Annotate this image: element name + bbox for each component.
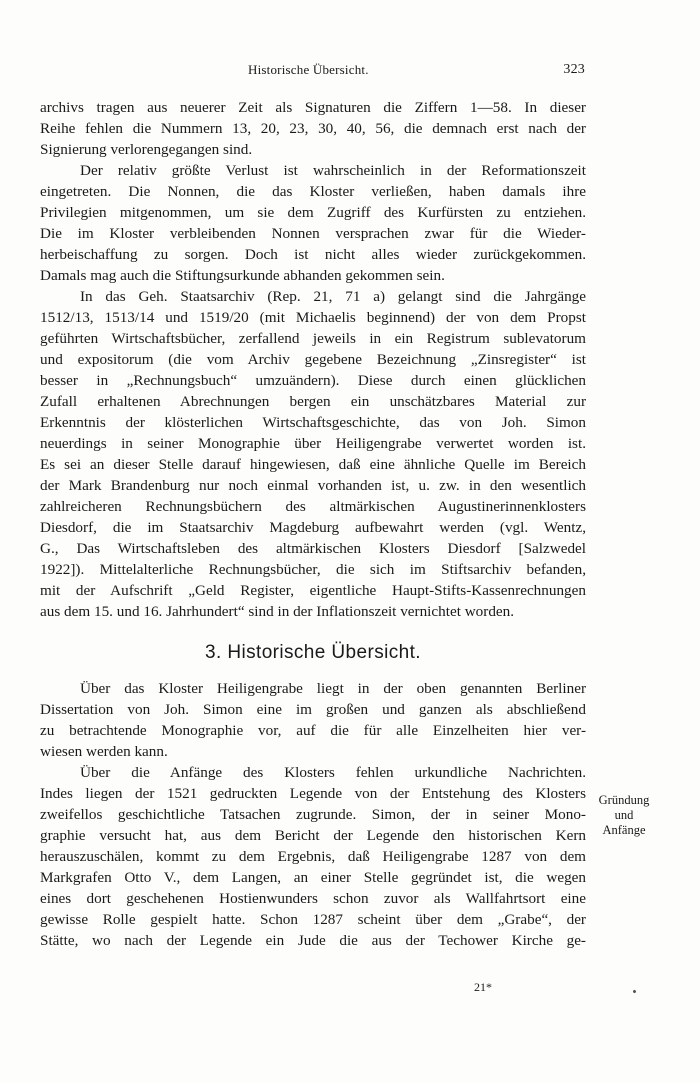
text-line: Dissertation von Joh. Simon eine im großen und ganzen als abschließend bbox=[40, 701, 586, 718]
text-line: mit der Aufschrift „Geld Register, eigentliche Haupt-Stifts-Kassenrechnungen bbox=[40, 582, 586, 599]
text-line: graphie versucht hat, aus dem Bericht der Legende den historischen Kern bbox=[40, 827, 586, 844]
text-line: zahlreicheren Rechnungsbüchern des altmärkischen Augustinerinnenklosters bbox=[40, 498, 586, 515]
print-speck bbox=[632, 989, 636, 993]
running-title: Historische Übersicht. bbox=[248, 62, 369, 77]
text-line: Über das Kloster Heiligengrabe liegt in der oben genannten Berliner bbox=[80, 680, 586, 697]
text-line: Erkenntnis der klösterlichen Wirtschaftsgeschichte, das von Joh. Simon bbox=[40, 414, 586, 431]
text-line: zweifellos geschichtliche Tatsachen zugrunde. Simon, der in seiner Mono- bbox=[40, 806, 586, 823]
marginal-note-line: und bbox=[614, 808, 634, 822]
text-line: zu betrachtende Monographie vor, auf die für alle Einzelheiten hier ver- bbox=[40, 722, 586, 739]
text-before-heading bbox=[40, 97, 586, 622]
text-after-heading bbox=[40, 678, 586, 951]
text-line: gewisse Rolle gespielt hatte. Schon 1287 scheint über dem „Grabe“, der bbox=[40, 911, 586, 928]
text-line: Zufall erhaltenen Abrechnungen bergen ein unschätzbares Material zur bbox=[40, 393, 586, 410]
text-line: Der relativ größte Verlust ist wahrscheinlich in der Reformationszeit bbox=[80, 162, 586, 179]
text-line: herauszuschälen, kommt zu dem Ergebnis, daß Heiligengrabe 1287 von dem bbox=[40, 848, 586, 865]
text-line: und expositorum (die vom Archiv gegebene Bezeichnung „Zinsregister“ ist bbox=[40, 351, 586, 368]
text-line: archivs tragen aus neuerer Zeit als Signaturen die Ziffern 1—58. In dieser bbox=[40, 99, 586, 116]
text-line: aus dem 15. und 16. Jahrhundert“ sind in der Inflationszeit vernichtet worden. bbox=[40, 603, 515, 620]
text-line: Markgrafen Otto V., dem Langen, an einer Stelle gegründet ist, die wegen bbox=[40, 869, 586, 886]
section-heading: 3. Historische Übersicht. bbox=[205, 642, 421, 663]
text-line: Diesdorf, die im Staatsarchiv Magdeburg aufbewahrt werden (vgl. Wentz, bbox=[40, 519, 586, 536]
text-line: neuerdings in seiner Monographie über Heiligengrabe verwertet worden ist. bbox=[40, 435, 586, 452]
text-line: In das Geh. Staatsarchiv (Rep. 21, 71 a) gelangt sind die Jahrgänge bbox=[80, 288, 586, 305]
signature-mark: 21* bbox=[474, 980, 492, 994]
text-line: Die im Kloster verbleibenden Nonnen versprachen zwar für die Wieder- bbox=[40, 225, 586, 242]
text-line: herbeischaffung zu sorgen. Doch ist nicht alles wieder zurückgekommen. bbox=[40, 246, 586, 263]
text-line: wiesen werden kann. bbox=[40, 743, 168, 760]
text-line: Damals mag auch die Stiftungsurkunde abhanden gekommen sein. bbox=[40, 267, 445, 284]
text-line: besser in „Rechnungsbuch“ umzuändern). Diese durch einen glücklichen bbox=[40, 372, 586, 389]
text-line: 1512/13, 1513/14 und 1519/20 (mit Michaelis beginnend) der von dem Propst bbox=[40, 309, 586, 326]
text-line: 1922]). Mittelalterliche Rechnungsbücher, die sich im Stiftsarchiv befanden, bbox=[40, 561, 586, 578]
text-line: eines dort geschehenen Hostienwunders schon zuvor als Wallfahrtsort eine bbox=[40, 890, 586, 907]
text-line: Stätte, wo nach der Legende ein Jude die aus der Techower Kirche ge- bbox=[40, 932, 586, 949]
text-line: Signierung verlorengegangen sind. bbox=[40, 141, 253, 158]
body-text bbox=[40, 97, 586, 951]
page-number: 323 bbox=[563, 62, 585, 77]
text-line: Über die Anfänge des Klosters fehlen urkundliche Nachrichten. bbox=[80, 764, 586, 781]
text-line: Indes liegen der 1521 gedruckten Legende von der Entstehung des Klosters bbox=[40, 785, 586, 802]
text-line: G., Das Wirtschaftsleben des altmärkischen Klosters Diesdorf [Salzwedel bbox=[40, 540, 586, 557]
text-line: geführten Wirtschaftsbücher, zerfallend jeweils in ein Registrum sublevatorum bbox=[40, 330, 586, 347]
marginal-note-line: Gründung bbox=[598, 793, 650, 807]
text-line: Reihe fehlen die Nummern 13, 20, 23, 30, 40, 56, die demnach erst nach der bbox=[40, 120, 586, 137]
text-line: eingetreten. Die Nonnen, die das Kloster verließen, haben damals ihre bbox=[40, 183, 586, 200]
marginal-note-line: Anfänge bbox=[602, 823, 646, 837]
text-line: der Mark Brandenburg nur noch einmal vorhanden ist, u. zw. in den wesentlich bbox=[40, 477, 586, 494]
text-line: Privilegien mitgenommen, um sie dem Zugriff des Kurfürsten zu entziehen. bbox=[40, 204, 586, 221]
marginal-note bbox=[594, 793, 654, 838]
text-line: Es sei an dieser Stelle darauf hingewiesen, daß eine ähnliche Quelle im Bereich bbox=[40, 456, 586, 473]
